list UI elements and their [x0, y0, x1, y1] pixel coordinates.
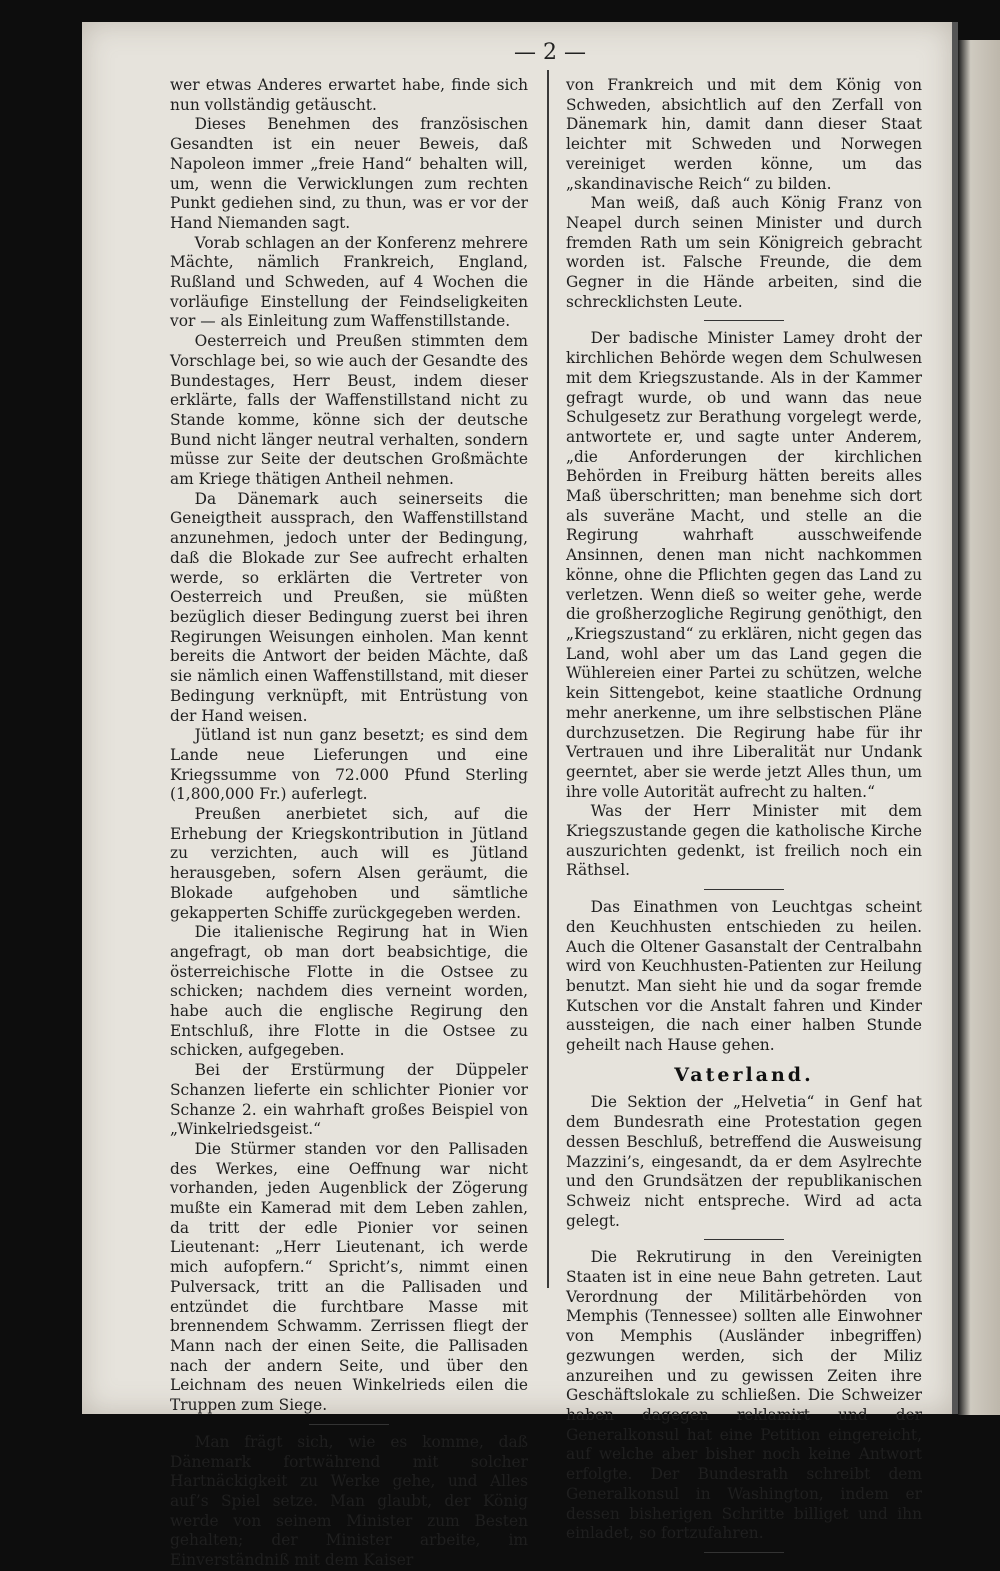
- article-separator: [309, 1424, 389, 1425]
- article-paragraph: Oesterreich und Preußen stimmten dem Vorschlage bei, so wie auch der Gesandte des Bundestages, Herr Beust, indem dieser erklärte, falls der Waffenstillstand nicht zu Stande komme, könne sich der deutsche Bund nicht länger neutral verhalten, sondern müsse zur Seite der deutschen Großmächte am Kriege thätigen Antheil nehmen.: [170, 332, 528, 489]
- article-paragraph: Da Dänemark auch seinerseits die Geneigtheit aussprach, den Waffenstillstand anzunehmen, jedoch unter der Bedingung, daß die Blokade zur See aufrecht erhalten werde, so erklärten die Vertreter von Oesterreich und Preußen, sie müßten bezüglich dieser Bedingung zuerst bei ihren Regirungen Weisungen einholen. Man kennt bereits die Antwort der beiden Mächte, daß sie nämlich einen Waffenstillstand, mit dieser Bedingung verknüpft, mit Entrüstung von der Hand weisen.: [170, 489, 528, 725]
- article-paragraph: Vorab schlagen an der Konferenz mehrere Mächte, nämlich Frankreich, England, Rußland und Schweden, auf 4 Wochen die vorläufige Einstellung der Feindseligkeiten vor — als Einleitung zum Waffenstillstande.: [170, 233, 528, 331]
- article-separator: [704, 1239, 784, 1240]
- article-separator: [704, 320, 784, 321]
- article-paragraph: Der badische Minister Lamey droht der kirchlichen Behörde wegen dem Schulwesen mit dem Kriegszustande. Als in der Kammer gefragt wurde, ob und wann das neue Schulgesetz zur Berathung vorgelegt werde, antwortete er, und sagte unter Anderem, „die Anforderungen der kirchlichen Behörden in Freiburg hätten bereits alles Maß überschritten; man benehme sich dort als suveräne Macht, und stelle an die Regirung wahrhaft ausschweifende Ansinnen, denen man nicht nachkommen könne, ohne die Pflichten gegen das Land zu verletzen. Wenn dieß so weiter gehe, werde die großherzogliche Regirung genöthigt, den „Kriegszustand“ zu erklären, nicht gegen das Land, wohl aber um das Land gegen die Wühlereien einer Partei zu schützen, welche kein Sittengebot, keine staatliche Ordnung mehr anerkenne, um ihre selbstischen Pläne durchzusetzen. Die Regirung habe für ihr Vertrauen und ihre Liberalität nur Undank geerntet, aber sie werde jetzt Alles thun, um ihre volle Autorität aufrecht zu halten.“: [566, 329, 922, 801]
- article-paragraph: Bei der Erstürmung der Düppeler Schanzen lieferte ein schlichter Pionier vor Schanze 2. ein wahrhaft großes Beispiel von „Winkelriedsgeist.“: [170, 1061, 528, 1139]
- article-paragraph: Die Sektion der „Helvetia“ in Genf hat dem Bundesrath eine Protestation gegen dessen Beschluß, betreffend die Ausweisung Mazzini’s, eingesandt, da er dem Asylrechte und den Grundsätzen der republikanischen Schweiz nicht entspreche. Wird ad acta gelegt.: [566, 1093, 922, 1230]
- right-column: [566, 76, 922, 1561]
- article-paragraph: Dieses Benehmen des französischen Gesandten ist ein neuer Beweis, daß Napoleon immer „freie Hand“ behalten will, um, wenn die Verwicklungen zum rechten Punkt gediehen sind, zu thun, was er vor der Hand Niemanden sagt.: [170, 115, 528, 232]
- article-paragraph: Die Rekrutirung in den Vereinigten Staaten ist in eine neue Bahn getreten. Laut Verordnung der Militärbehörden von Memphis (Tennessee) sollten alle Einwohner von Memphis (Ausländer inbegriffen) gezwungen werden, sich der Miliz anzureihen und zu gewissen Zeiten ihre Geschäftslokale zu schließen. Die Schweizer haben dagegen reklamirt und der Generalkonsul hat eine Petition eingereicht, auf welche aber bisher noch keine Antwort erfolgte. Der Bundesrath schreibt dem Generalkonsul in Washington, indem er dessen bisherigen Schritte billiget und ihn einladet, so fortzufahren.: [566, 1248, 922, 1543]
- article-paragraph: Preußen anerbietet sich, auf die Erhebung der Kriegskontribution in Jütland zu verzichten, auch will es Jütland herausgeben, sofern Alsen geräumt, die Blokade aufgehoben und sämtliche gekapperten Schiffe zurückgegeben werden.: [170, 805, 528, 922]
- article-paragraph: von Frankreich und mit dem König von Schweden, absichtlich auf den Zerfall von Dänemark hin, damit dann dieser Staat leichter mit Schweden und Norwegen vereiniget werden könne, um das „skandinavische Reich“ zu bilden.: [566, 76, 922, 193]
- article-paragraph: Das Einathmen von Leuchtgas scheint den Keuchhusten entschieden zu heilen. Auch die Oltener Gasanstalt der Centralbahn wird von Keuchhusten-Patienten zur Heilung benutzt. Man sieht hie und da sogar fremde Kutschen vor die Anstalt fahren und Kinder aussteigen, die nach einer halben Stunde geheilt nach Hause gehen.: [566, 898, 922, 1055]
- left-column: [170, 76, 528, 1571]
- article-paragraph: Was der Herr Minister mit dem Kriegszustande gegen die katholische Kirche auszurichten gedenkt, ist freilich noch ein Räthsel.: [566, 802, 922, 880]
- article-separator: [704, 1552, 784, 1553]
- article-paragraph: Man weiß, daß auch König Franz von Neapel durch seinen Minister und durch fremden Rath um sein Königreich gebracht worden ist. Falsche Freunde, die dem Gegner in die Hände arbeiten, sind die schrecklichsten Leute.: [566, 194, 922, 311]
- section-heading: Vaterland.: [674, 1063, 814, 1086]
- article-paragraph: Die italienische Regirung hat in Wien angefragt, ob man dort beabsichtige, die österreichische Flotte in die Ostsee zu schicken; nachdem dies verneint worden, habe auch die englische Regirung den Entschluß, ihre Flotte in die Ostsee zu schicken, aufgegeben.: [170, 923, 528, 1060]
- next-page-edge: [958, 40, 1000, 1415]
- article-paragraph: wer etwas Anderes erwartet habe, finde sich nun vollständig getäuscht.: [170, 76, 528, 114]
- article-paragraph: Man frägt sich, wie es komme, daß Dänemark fortwährend mit solcher Hartnäckigkeit zu Werke gehe, und Alles auf’s Spiel setze. Man glaubt, der König werde von seinem Minister zum Besten gehalten; der Minister arbeite, im Einverständniß mit dem Kaiser: [170, 1432, 528, 1570]
- article-separator: [704, 889, 784, 890]
- article-paragraph: Die Stürmer standen vor den Pallisaden des Werkes, eine Oeffnung war nicht vorhanden, jeden Augenblick der Zögerung mußte ein Kamerad mit dem Leben zahlen, da tritt der edle Pionier vor seinen Lieutenant: „Herr Lieutenant, ich werde mich aufopfern.“ Spricht’s, nimmt einen Pulversack, tritt an die Pallisaden und entzündet die furchtbare Masse mit brennendem Schwamm. Zerrissen fliegt der Mann nach der einen Seite, die Pallisaden nach der andern Seite, und über den Leichnam des neuen Winkelrieds eilen die Truppen zum Siege.: [170, 1139, 528, 1415]
- column-divider: [547, 70, 549, 1288]
- article-paragraph: Jütland ist nun ganz besetzt; es sind dem Lande neue Lieferungen und eine Kriegssumme von 72.000 Pfund Sterling (1,800,000 Fr.) auferlegt.: [170, 726, 528, 804]
- page-number: — 2 —: [514, 40, 586, 65]
